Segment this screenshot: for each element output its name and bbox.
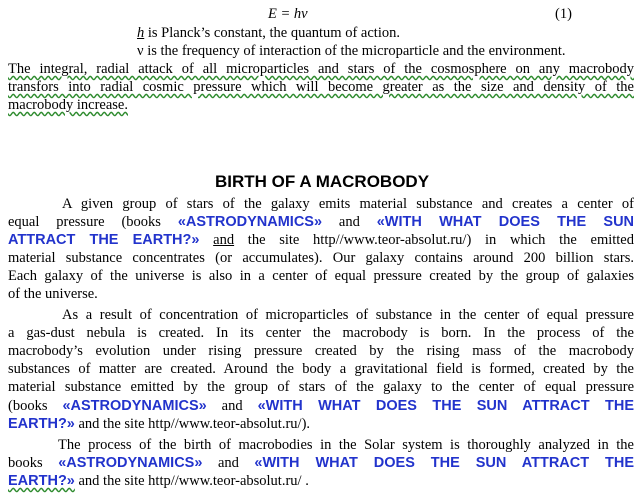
intro-line-3: macrobody increase. (8, 97, 128, 113)
p2-text: (books (8, 398, 48, 414)
book-astrodynamics: «ASTRODYNAMICS» (177, 214, 323, 230)
book-sun-earth: «WITH WHAT DOES THE SUN ATTRACT THE (257, 398, 634, 414)
p1-text: equal pressure (books (8, 214, 161, 230)
p3-text: and the site http//www.teor-absolut.ru/ . (78, 473, 309, 489)
book-sun-earth-cont: ATTRACT THE EARTH?» (8, 232, 200, 248)
definition-nu-text: is the frequency of interaction of the microparticle and the environment. (143, 43, 566, 59)
definition-nu (137, 42, 637, 60)
p2-line-5: material substance emitted by the group of stars of the galaxy to the center of equal pressure (8, 379, 634, 395)
p1-line-1: A given group of stars of the galaxy emits material substance and creates a center of (62, 196, 634, 212)
section-heading: BIRTH OF A MACROBODY (214, 172, 430, 191)
p2-line-3: macrobody’s evolution under rising pressure created by the rising mass of the macrobody (8, 343, 634, 359)
p1-line-3 (8, 231, 634, 249)
p1-line-6: of the universe. (8, 286, 98, 302)
book-sun-earth: «WITH WHAT DOES THE SUN (376, 214, 635, 230)
p2-line-1: As a result of concentration of microparticles of substance in the center of equal pressure (62, 307, 634, 323)
p3-line-1: The process of the birth of macrobodies in the Solar system is thoroughly analyzed in the (58, 437, 634, 453)
p2-line-4: substances of matter are created. Around the body a gravitational field is formed, created by the (8, 361, 634, 377)
p3-text: and (217, 455, 239, 471)
p3-line-2 (8, 454, 634, 472)
book-astrodynamics: «ASTRODYNAMICS» (58, 455, 203, 471)
equation-number: (1) (555, 6, 572, 22)
p2-line-6 (8, 397, 634, 415)
book-sun-earth-cont: EARTH?» (8, 473, 75, 489)
intro-line-2: transfors into radial cosmic pressure which will become greater as the size and density of the (8, 79, 634, 95)
p2-text: and (221, 398, 243, 414)
p3-text: books (8, 455, 43, 471)
book-astrodynamics: «ASTRODYNAMICS» (62, 398, 207, 414)
p3-line-3 (8, 472, 634, 490)
p2-text: and the site http//www.teor-absolut.ru/). (78, 416, 311, 432)
equation: E = hν (268, 6, 308, 22)
definition-h-text: is Planck’s constant, the quantum of action. (144, 25, 400, 41)
symbol-h: h (137, 25, 145, 41)
p1-line-2 (8, 213, 634, 231)
p1-line-5: Each galaxy of the universe is also in a center of equal pressure created by the group of galaxies (8, 268, 634, 284)
p2-line-7 (8, 415, 634, 433)
intro-line-1: The integral, radial attack of all microparticles and stars of the cosmosphere on any macrobody (8, 61, 634, 77)
definition-h (137, 24, 637, 42)
p1-line-4: material substance concentrates (or accumulates). Our galaxy contains around 200 billion stars. (8, 250, 634, 266)
p1-text: and (213, 232, 235, 248)
p1-text: the site http//www.teor-absolut.ru/) in which the emitted (247, 232, 634, 248)
book-sun-earth-cont: EARTH?» (8, 416, 75, 432)
p2-line-2: a gas-dust nebula is created. In its center the macrobody is born. In the process of the (8, 325, 634, 341)
symbol-nu: ν (137, 43, 144, 59)
book-sun-earth: «WITH WHAT DOES THE SUN ATTRACT THE (254, 455, 635, 471)
p1-text: and (338, 214, 360, 230)
